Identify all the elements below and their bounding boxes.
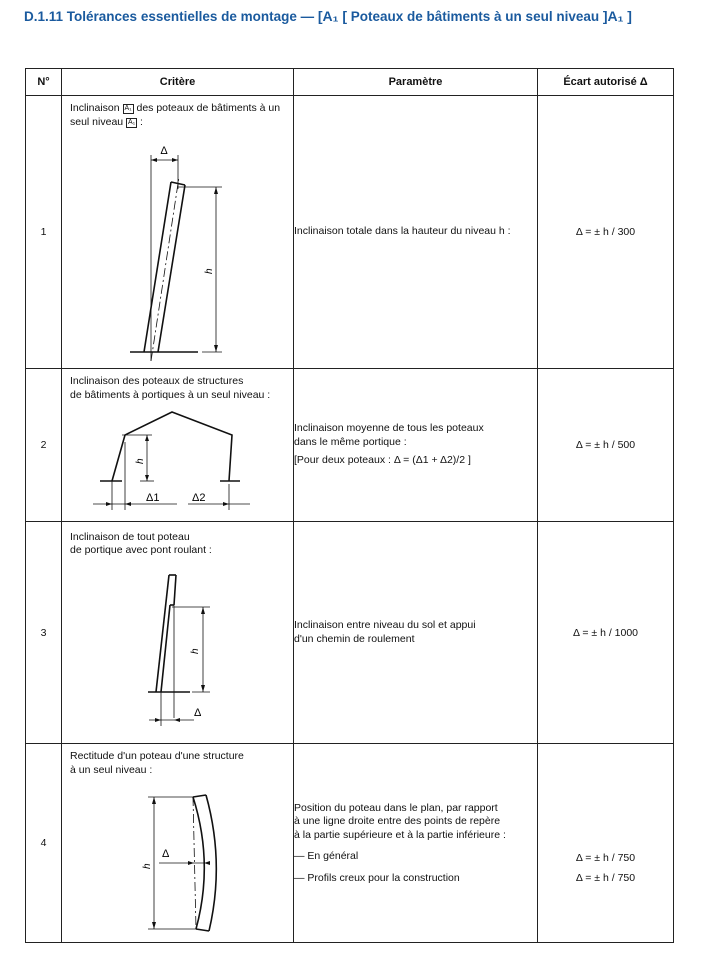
delta-label: Δ [160, 145, 168, 157]
allowed-deviation: Δ = ± h / 1000 [538, 522, 674, 744]
header-critere: Critère [62, 69, 294, 96]
amendment-mark: A₁ [128, 118, 136, 126]
parameter-hollow-sections: — Profils creux pour la construction [294, 871, 460, 884]
allowed-deviation-general: Δ = ± h / 750 [575, 852, 636, 864]
title-prefix: D.1.11 Tolérances essentielles de montage — [24, 9, 318, 24]
row-number: 4 [26, 744, 62, 943]
row-number: 2 [26, 369, 62, 522]
height-label: h [204, 268, 215, 274]
amendment-mark: A₁ [124, 105, 132, 112]
criterion-cell [62, 96, 294, 369]
delta-label: Δ [194, 706, 202, 719]
criterion-text: Rectitude d'un poteau d'une structure à un seul niveau : [70, 750, 244, 776]
tolerance-table [25, 68, 674, 943]
height-label: h [135, 458, 146, 464]
height-label: h [142, 863, 153, 869]
criterion-text: Inclinaison des poteaux de structures de bâtiments à portiques à un seul niveau : [70, 375, 271, 401]
criterion-text: Inclinaison de tout poteau de portique avec pont roulant : [70, 530, 212, 556]
portal-frame-figure [62, 402, 294, 518]
allowed-deviation-cell [538, 744, 674, 943]
header-parametre: Paramètre [294, 69, 538, 96]
delta-label: Δ [162, 848, 170, 860]
allowed-deviation: Δ = ± h / 300 [538, 96, 674, 369]
parameter-text: Inclinaison totale dans la hauteur du niveau h : [294, 225, 511, 238]
parameter-cell: Position du poteau dans le plan, par rapport à une ligne droite entre des points de repère à la partie supérieure et à la partie inférieure : — En général — Profils creux pour la construction [294, 744, 538, 943]
criterion-cell [62, 522, 294, 744]
header-num: N° [26, 69, 62, 96]
column-straightness-figure [62, 777, 294, 939]
amendment-mark-open: [A₁ [ [317, 8, 348, 24]
parameter-cell: Inclinaison entre niveau du sol et appui d'un chemin de roulement [294, 522, 538, 744]
parameter-cell: Inclinaison moyenne de tous les poteaux dans le même portique : [Pour deux poteaux : Δ = (Δ1 + Δ2)/2 ] [294, 369, 538, 522]
table-row-4 [26, 744, 674, 943]
parameter-cell [294, 96, 538, 369]
header-ecart: Écart autorisé Δ [538, 69, 674, 96]
criterion-cell [62, 744, 294, 943]
height-label: h [190, 647, 201, 654]
table-row-2 [26, 369, 674, 522]
crane-column-figure [62, 558, 294, 738]
criterion-cell [62, 369, 294, 522]
amendment-mark-close: ]A₁ ] [602, 8, 632, 24]
table-row-1 [26, 96, 674, 369]
delta2-label: Δ2 [192, 492, 206, 504]
row-number: 1 [26, 96, 62, 369]
row-number: 3 [26, 522, 62, 744]
parameter-general: — En général [294, 850, 359, 863]
criterion-text: Inclinaison A₁ des poteaux de bâtiments à un seul niveau A₁ : [70, 102, 281, 128]
allowed-deviation-hollow: Δ = ± h / 750 [575, 872, 636, 884]
title-main: Poteaux de bâtiments à un seul niveau [347, 9, 603, 24]
table-row-3 [26, 522, 674, 744]
table-header-row [26, 69, 674, 96]
page-title [24, 8, 632, 24]
column-inclination-figure [62, 129, 294, 365]
allowed-deviation: Δ = ± h / 500 [538, 369, 674, 522]
delta1-label: Δ1 [146, 492, 160, 504]
